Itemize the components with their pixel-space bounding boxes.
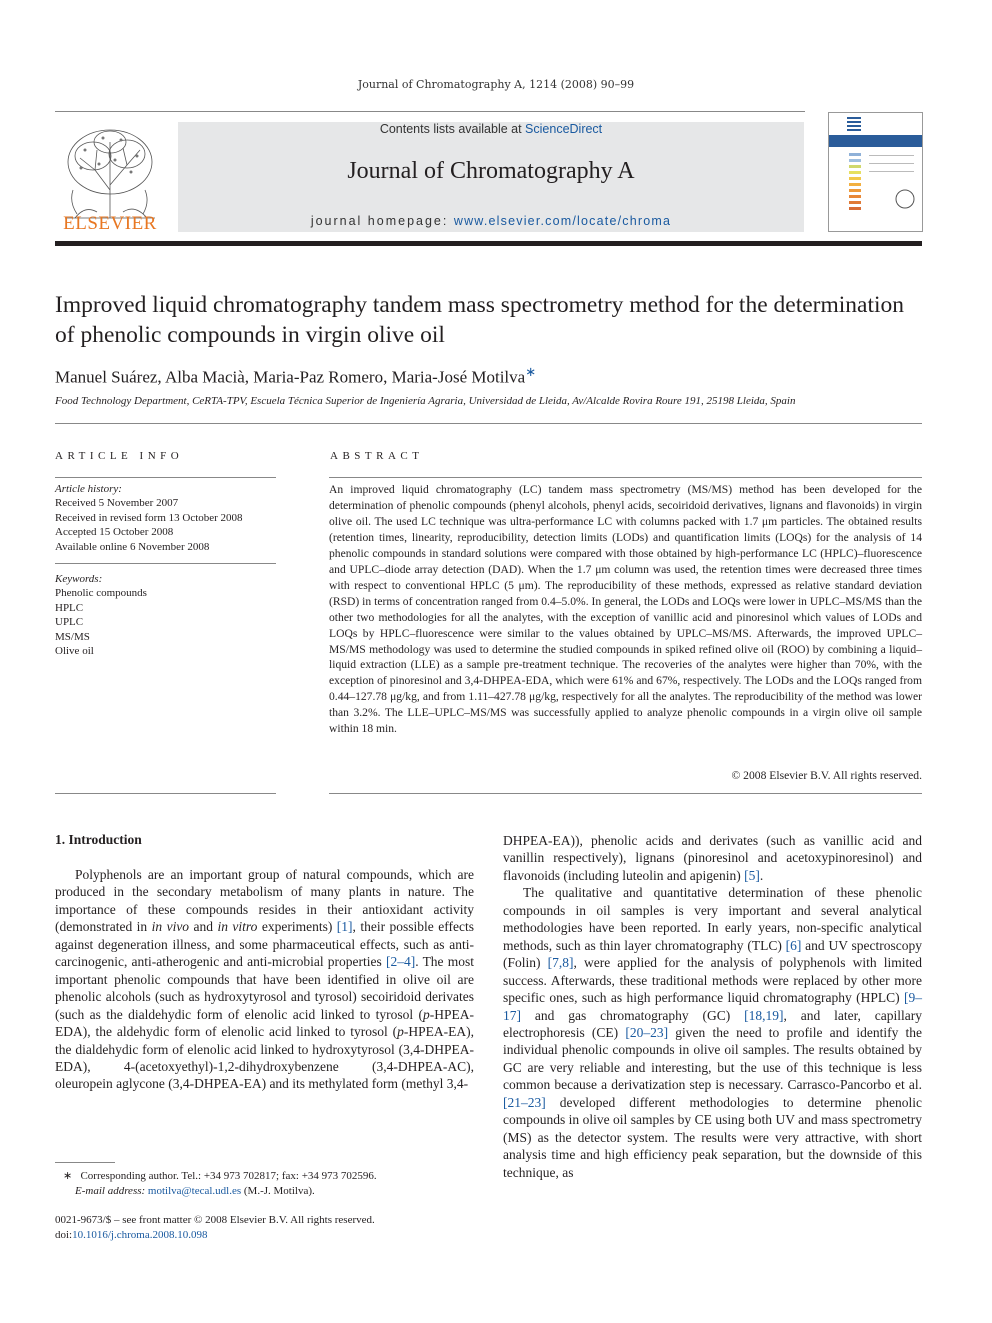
intro-paragraph-2 [503,884,922,1181]
citation-link[interactable]: [7,8] [547,955,574,971]
italic-term: in vitro [217,919,258,935]
body-text: The qualitative and quantitative determination of these phenolic compounds in oil samples is very important and several analytical methodologies have been reported. In early years, non-specific analytical methods, such as thin layer chromatography (TLC) [503,885,922,953]
footnote-rule [55,1162,115,1163]
body-text: -HPEA-EDA), the aldehydic form of elenolic acid linked to tyrosol ( [55,1006,474,1040]
running-head: Journal of Chromatography A, 1214 (2008) 90–99 [357,78,635,91]
body-text: . [759,867,764,883]
keywords-rule [55,563,276,564]
doi-link[interactable]: 10.1016/j.chroma.2008.10.098 [72,1228,208,1241]
citation-link[interactable]: [21–23] [503,1094,546,1110]
doi-line [55,1228,375,1243]
contents-line [178,122,804,136]
body-text: , were applied for the analysis of polyphenols with limited success. Afterwards, these traditional methods were replaced by other more specific ones, such as high performance liquid chromatography (HPLC) [503,955,922,1006]
keyword: UPLC [55,616,84,629]
abstract-copyright: © 2008 Elsevier B.V. All rights reserved. [731,769,922,782]
front-matter-info [55,1213,375,1242]
contents-prefix: Contents lists available at [379,122,526,136]
header-thick-rule [55,241,922,246]
abstract-heading: ABSTRACT [330,450,424,462]
publisher-wordmark: ELSEVIER [63,213,157,234]
homepage-line [178,214,804,228]
intro-left-column [55,866,474,1093]
authors-text: Manuel Suárez, Alba Macià, Maria-Paz Romero, Maria-José Motilva [55,367,526,387]
body-text: . The most important phenolic compounds that have been identified in olive oil are phenolic alcohols (such as hydroxytyrosol and tyrosol) secoiridoid derivates (such as the dialdehydic form of elenolic acid linked to tyrosol ( [55,954,475,1022]
corresponding-author-footnote [55,1169,475,1198]
author-list [55,364,536,388]
italic-term: p [423,1006,430,1022]
title-rule [55,423,922,424]
journal-cover-thumbnail [828,112,923,232]
keyword: MS/MS [55,630,90,643]
italic-term: in vivo [151,919,190,935]
footnote-contact: Corresponding author. Tel.: +34 973 702817; fax: +34 973 702596. [80,1170,377,1182]
citation-link[interactable]: [9–17] [503,990,922,1023]
keywords-label: Keywords: [55,573,103,585]
author-email-link[interactable]: motilva@tecal.udl.es [147,1184,242,1197]
body-text: given the need to profile and identify the individual phenolic compounds in olive oil samples. The results obtained by GC are very reliable and interesting, but the use of this technique is less common because a derivatization step is necessary. Carrasco-Pancorbo et al. [503,1024,922,1093]
article-info-rule [55,477,276,478]
italic-term: p [397,1024,404,1040]
footnote-mark: ∗ [63,1170,73,1182]
article-info-heading: ARTICLE INFO [55,450,184,462]
homepage-link[interactable]: www.elsevier.com/locate/chroma [453,214,672,228]
keyword: HPLC [55,601,84,614]
introduction-heading: 1. Introduction [55,832,142,847]
citation-link[interactable]: [20–23] [625,1024,669,1040]
issn-line: 0021-9673/$ – see front matter © 2008 Elsevier B.V. All rights reserved. [55,1214,375,1226]
info-bottom-rule [55,793,276,794]
history-item: Accepted 15 October 2008 [55,526,174,539]
body-text: and [189,919,218,935]
intro-paragraph-1 [55,866,474,1093]
intro-paragraph-1-cont [503,832,922,884]
sciencedirect-link[interactable]: ScienceDirect [525,122,603,136]
keywords [55,572,147,658]
history-item: Received 5 November 2007 [55,497,179,510]
body-text: developed different methodologies to determine phenolic compounds in olive oil samples by CE using both UV and mass spectrometry (MS) as the detector system. The results were very attractive, with short analysis time and high efficiency peak separation, but the downside of this technique, as [503,1094,922,1180]
article-title: Improved liquid chromatography tandem mass spectrometry method for the determination of phenolic compounds in virgin olive oil [55,292,905,348]
abstract-text: An improved liquid chromatography (LC) tandem mass spectrometry (MS/MS) method has been developed for the determination of phenolic compounds (phenyl alcohols, phenyl acids, secoiridoid derivatives, lignans and flavonoids) in virgin olive oil. The used LC technique was ultra-performance LC with columns packed with 1.7 μm particles. The obtained results (retention times, linearity, reproducibility, detection limits (LODs) and quantification limits (LOQs) for the analysis of 14 phenolic compounds in standard solutions were compared with those obtained by high-performance LC (HPLC)–fluorescence and UPLC–diode array detection (DAD). When the 1.7 μm column was used, the retention times were decreased three times with respect to conventional HPLC (5 μm). The reproducibility of these methods, expressed as relative standard deviation (RSD) in terms of concentration ranged from 0.4–5.0%. In general, the LODs and LOQs were lower in UPLC–MS/MS than the other two methodologies for all the analytes, with the exception of vanillic acid and pinoresinol which values of LODs and LOQs by HPLC–fluorescence were similar to the values obtained by UPLC–MS/MS. Afterwards, the improved UPLC–MS/MS methodology was used to determine the studied compounds in spiked refined olive oil (ROO) by combining a liquid–liquid extraction (LLE) as a sample pre-treatment technique. The recoveries of the analytes were higher than 70%, with the exception of pinoresinol and 3,4-DHPEA-EDA, which were 61% and 67%, respectively. The LODs and the LOQs ranged from 0.44–127.78 μg/kg, and from 1.11–427.78 μg/kg, respectively for all the analytes. The reproducibility of the method was lower than 3.2%. The LLE–UPLC–MS/MS was successfully applied to analyze phenolic compounds in a virgin olive oil sample within 18 min. [329,483,922,736]
body-text: and gas chromatography (GC) [521,1007,745,1023]
keyword: Olive oil [55,645,94,658]
body-text: , their possible effects against degeneration illness, and some pharmaceutical effects, such as anti-carcinogenic, anti-atherogenic and anti-microbial properties [55,919,474,970]
affiliation: Food Technology Department, CeRTA-TPV, Escuela Técnica Superior de Ingeniería Agraria, Universidad de Lleida, Av/Alcalde Rovira Roure 191, 25198 Lleida, Spain [55,395,796,407]
email-label: E-mail address: [75,1184,148,1197]
citation-link[interactable]: [5] [744,867,760,883]
body-text: and UV spectroscopy (Folin) [503,937,922,971]
top-rule [55,111,805,112]
citation-link[interactable]: [18,19] [744,1007,784,1023]
citation-link[interactable]: [6] [785,937,802,953]
history-label: Article history: [55,483,122,495]
body-text: experiments) [257,919,337,935]
body-text: DHPEA-EA)), phenolic acids and derivates (such as vanillic acid and vanillin respectively), lignans (pinoresinol and acetoxypinoresinol) and flavonoids (including luteolin and apigenin) [503,833,922,883]
citation-link[interactable]: [2–4] [385,954,416,970]
article-history [55,482,243,554]
body-text: Polyphenols are an important group of natural compounds, which are produced in the secondary metabolism of many plants in nature. The importance of these compounds resides in their antioxidant activity (demonstrated in [55,867,474,935]
body-text: , and later, capillary electrophoresis (CE) [503,1007,923,1040]
corresponding-author-mark[interactable]: ∗ [525,364,537,379]
email-suffix: (M.-J. Motilva). [241,1184,315,1197]
history-item: Available online 6 November 2008 [55,540,210,553]
abstract-bottom-rule [329,793,922,794]
keyword: Phenolic compounds [55,587,147,600]
doi-label: doi: [55,1228,73,1241]
intro-right-column [503,832,922,1181]
homepage-prefix: journal homepage: [310,214,454,228]
journal-title: Journal of Chromatography A [347,158,635,184]
citation-link[interactable]: [1] [336,919,353,935]
body-text: -HPEA-EA), the dialdehydic form of elenolic acid linked to hydroxytyrosol (3,4-DHPEA-EDA), 4-(acetoxyethyl)-1,2-dihydroxybenzene (3,4-DHPEA-AC), oleuropein aglycone (3,4-DHPEA-EA) and its methylated form (methyl 3,4- [55,1024,474,1092]
abstract-rule [329,477,922,478]
history-item: Received in revised form 13 October 2008 [55,511,243,524]
